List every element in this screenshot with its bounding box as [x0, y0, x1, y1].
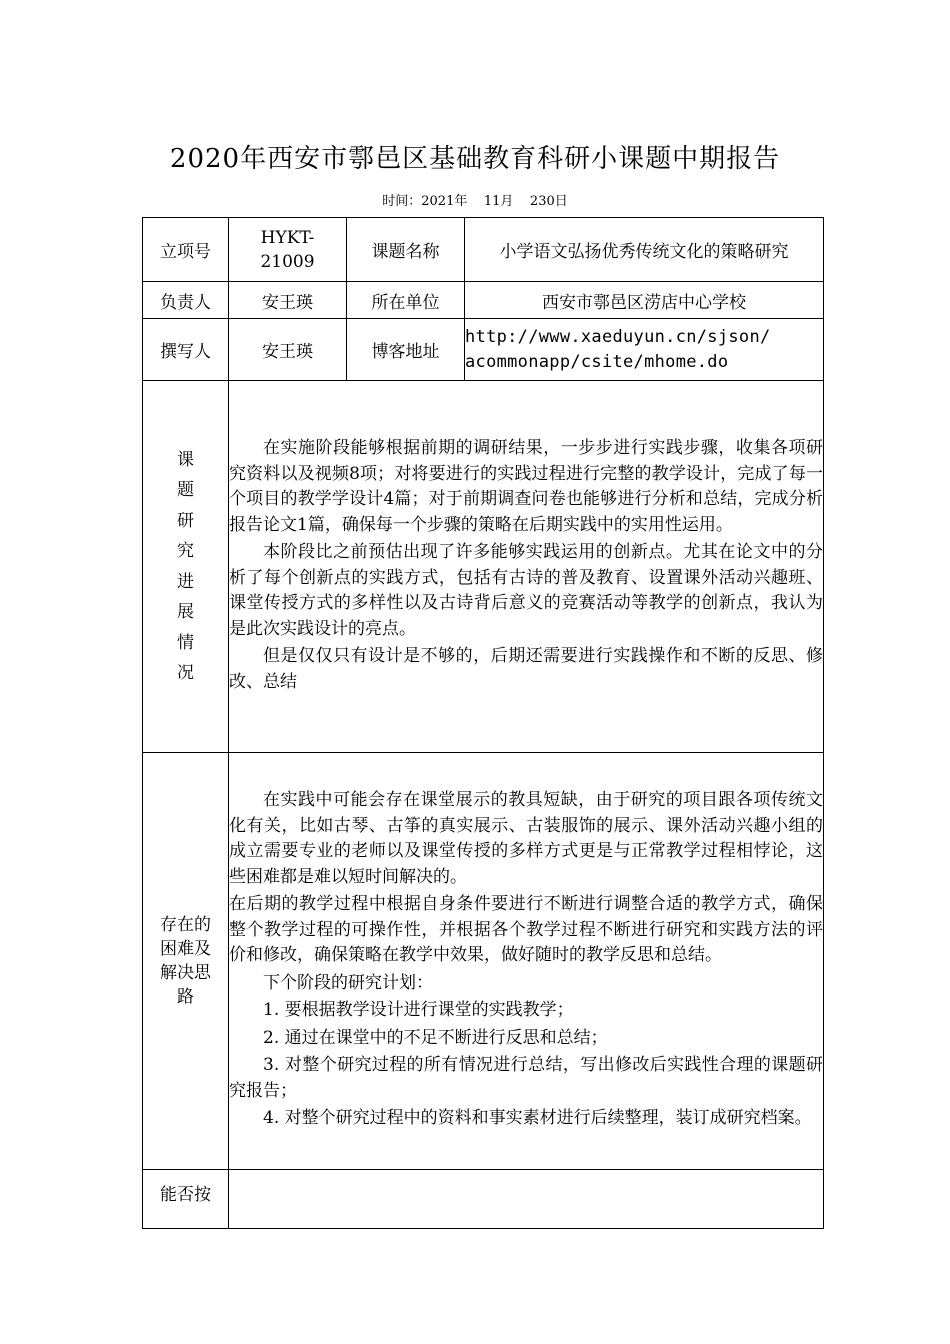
progress-paragraph: 本阶段比之前预估出现了许多能够实践运用的创新点。尤其在论文中的分析了每个创新点的实践方式，包括有古诗的普及教育、设置课外活动兴趣班、课堂传授方式的多样性以及古诗背后意义的竞赛活动等教学的创新点，我认为是此次实践设计的亮点。: [229, 542, 823, 639]
blog-url-line-2[interactable]: acommonapp/csite/mhome.do: [465, 351, 729, 372]
difficulty-label-line: 解决思: [160, 963, 211, 983]
difficulty-label-line: 存在的: [160, 915, 211, 935]
unit-label: 所在单位: [347, 282, 465, 319]
progress-paragraph: 在实施阶段能够根据前期的调研结果，一步步进行实践步骤，收集各项研究资料以及视频8项；对将要进行的实践过程进行完整的教学设计，完成了每一个项目的教学学设计4篇；对于前期调查问卷也能够进行分析和总结，完成分析报告论文1篇，确保每一个步骤的策略在后期实践中的实用性运用。: [229, 438, 823, 535]
progress-label-char: 研: [177, 510, 194, 531]
difficulty-paragraph: 在后期的教学过程中根据自身条件要进行不断进行调整合适的教学方式，确保整个教学过程的可操作性，并根据各个教学过程不断进行研究和实践方法的评价和修改，确保策略在教学中效果，做好随时的教学反思和总结。: [229, 894, 823, 966]
project-no-line-2: 21009: [260, 251, 315, 272]
table-row-feasibility: [143, 1170, 824, 1229]
writer-label: 撰写人: [143, 319, 229, 381]
progress-label-char: 情: [177, 632, 194, 653]
plan-item: 1. 要根据教学设计进行课堂的实践教学；: [263, 1000, 574, 1021]
report-title: 2020年西安市鄠邑区基础教育科研小课题中期报告: [169, 144, 781, 174]
plan-item: 4. 对整个研究过程中的资料和事实素材进行后续整理，装订成研究档案。: [263, 1108, 812, 1129]
leader-value: 安王瑛: [229, 282, 347, 319]
blog-url-line-1[interactable]: http://www.xaeduyun.cn/sjson/: [465, 326, 771, 347]
table-row-writer: [143, 319, 824, 381]
difficulty-paragraph: 在实践中可能会存在课堂展示的教具短缺，由于研究的项目跟各项传统文化有关，比如古琴、古筝的真实展示、古装服饰的展示、课外活动兴趣小组的成立需要专业的老师以及课堂传授的多样方式更是与正常教学过程相悖论，这些困难都是难以短时间解决的。: [229, 790, 823, 887]
report-date: 时间：2021年 11月 230日: [382, 194, 568, 209]
table-row-progress: [143, 381, 824, 753]
progress-content: [229, 381, 824, 753]
table-row-leader: [143, 282, 824, 319]
topic-value: 小学语文弘扬优秀传统文化的策略研究: [465, 218, 824, 282]
feasibility-content: [229, 1170, 824, 1229]
progress-label-char: 况: [177, 663, 194, 683]
plan-item: 3. 对整个研究过程的所有情况进行总结，写出修改后实践性合理的课题研究报告；: [229, 1055, 823, 1101]
project-no-line-1: HYKT-: [260, 227, 315, 248]
table-row-difficulty: [143, 753, 824, 1170]
plan-heading: 下个阶段的研究计划：: [263, 972, 433, 993]
report-form-table: [142, 217, 824, 1229]
feasibility-label: 能否按: [143, 1170, 229, 1229]
progress-label: [143, 381, 229, 753]
topic-label: 课题名称: [347, 218, 465, 282]
progress-label-char: 进: [177, 571, 194, 592]
difficulty-label-line: 路: [177, 987, 194, 1007]
plan-item: 2. 通过在课堂中的不足不断进行反思和总结；: [263, 1027, 608, 1048]
unit-value: 西安市鄠邑区涝店中心学校: [465, 282, 824, 319]
leader-label: 负责人: [143, 282, 229, 319]
writer-value: 安王瑛: [229, 319, 347, 381]
progress-label-char: 题: [177, 480, 194, 500]
blog-label: 博客地址: [347, 319, 465, 381]
table-row-project-no: [143, 218, 824, 282]
progress-label-char: 究: [177, 541, 194, 561]
progress-label-char: 课: [177, 449, 194, 470]
project-no-value: [229, 218, 347, 282]
difficulty-content: [229, 753, 824, 1170]
progress-paragraph: 但是仅仅只有设计是不够的，后期还需要进行实践操作和不断的反思、修改、总结: [229, 646, 823, 692]
project-no-label: 立项号: [143, 218, 229, 282]
difficulty-label-line: 困难及: [160, 939, 211, 959]
progress-label-char: 展: [177, 602, 194, 622]
blog-url[interactable]: [465, 319, 824, 381]
difficulty-label: [143, 753, 229, 1170]
